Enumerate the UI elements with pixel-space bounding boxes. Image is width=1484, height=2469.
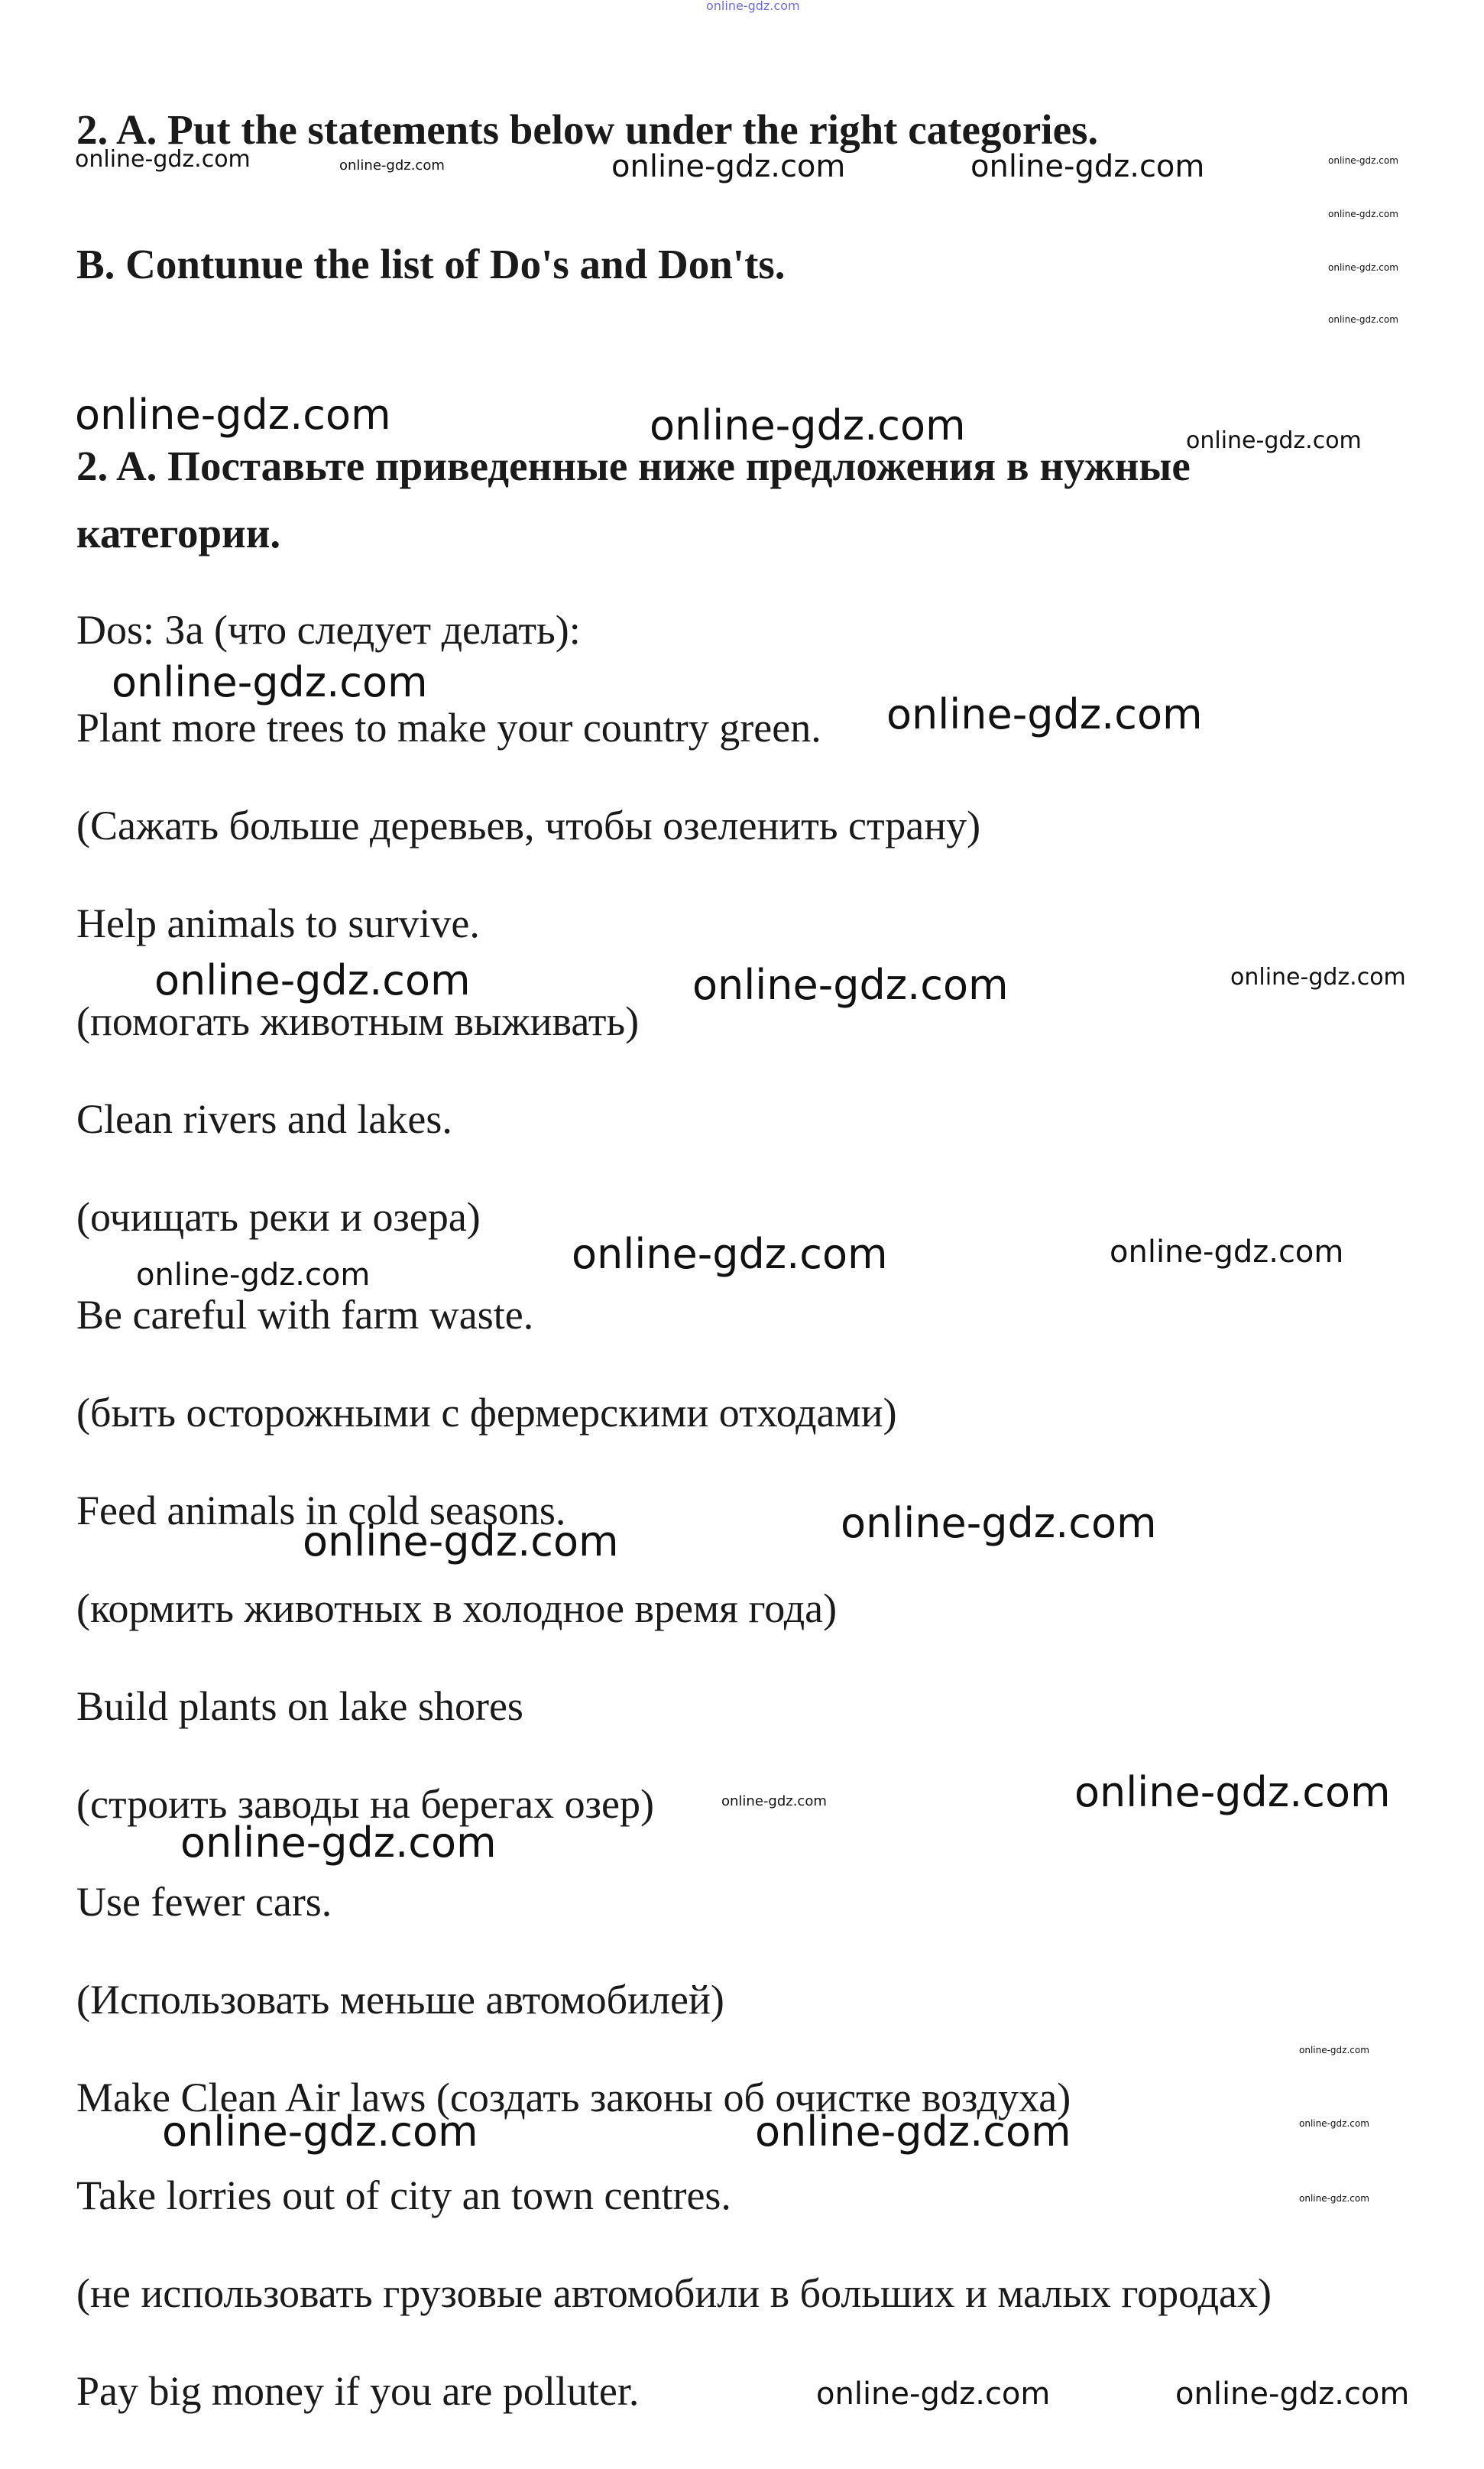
watermark: online-gdz.com (706, 0, 800, 13)
task-a-ru-heading: 2. A. Поставьте приведенные ниже предложения в нужные (76, 443, 1191, 489)
list-item: (помогать животным выживать) (76, 998, 640, 1044)
watermark: online-gdz.com (1074, 1768, 1391, 1816)
list-item: (не использовать грузовые автомобили в больших и малых городах) (76, 2270, 1272, 2316)
watermark: online-gdz.com (180, 1818, 497, 1867)
list-item: Clean rivers and lakes. (76, 1096, 452, 1142)
watermark: online-gdz.com (1175, 2377, 1410, 2412)
watermark: online-gdz.com (1186, 427, 1362, 454)
watermark: online-gdz.com (816, 2377, 1051, 2412)
list-item: Make Clean Air laws (создать законы об очистке воздуха) (76, 2075, 1071, 2120)
watermark: online-gdz.com (75, 146, 251, 173)
watermark: online-gdz.com (721, 1793, 827, 1809)
list-item: Use fewer cars. (76, 1879, 332, 1925)
dos-label: Dos: За (что следует делать): (76, 607, 581, 653)
list-item: (строить заводы на берегах озер) (76, 1781, 654, 1827)
watermark: online-gdz.com (1328, 209, 1398, 219)
list-item: Feed animals in cold seasons. (76, 1488, 566, 1533)
watermark: online-gdz.com (1328, 155, 1398, 166)
watermark: online-gdz.com (136, 1257, 371, 1293)
list-item: Pay big money if you are polluter. (76, 2368, 640, 2414)
watermark: online-gdz.com (154, 956, 471, 1004)
watermark: online-gdz.com (303, 1517, 619, 1565)
watermark: online-gdz.com (75, 391, 391, 439)
list-item: Help animals to survive. (76, 900, 480, 946)
watermark: online-gdz.com (755, 2107, 1071, 2156)
watermark: online-gdz.com (692, 961, 1009, 1009)
list-item: (кормить животных в холодное время года) (76, 1585, 838, 1631)
watermark: online-gdz.com (112, 658, 428, 706)
watermark: online-gdz.com (1110, 1234, 1344, 1270)
watermark: online-gdz.com (162, 2107, 478, 2156)
task-a-ru-heading-cont: категории. (76, 510, 281, 556)
task-b-heading: B. Contunue the list of Do's and Don'ts. (76, 241, 786, 287)
list-item: (быть осторожными с фермерскими отходами) (76, 1390, 897, 1436)
watermark: online-gdz.com (611, 149, 846, 184)
list-item: (Использовать меньше автомобилей) (76, 1977, 724, 2023)
watermark: online-gdz.com (339, 157, 445, 174)
watermark: online-gdz.com (1299, 2193, 1369, 2204)
list-item: Be careful with farm waste. (76, 1292, 534, 1338)
watermark: online-gdz.com (1230, 964, 1406, 991)
list-item: (очищать реки и озера) (76, 1194, 481, 1240)
list-item: Build plants on lake shores (76, 1683, 523, 1729)
watermark: online-gdz.com (1299, 2118, 1369, 2129)
watermark: online-gdz.com (1299, 2045, 1369, 2055)
watermark: online-gdz.com (572, 1230, 888, 1278)
list-item: (Сажать больше деревьев, чтобы озеленить страну) (76, 803, 981, 848)
watermark: online-gdz.com (970, 149, 1205, 184)
watermark: online-gdz.com (1328, 262, 1398, 273)
task-a-heading: 2. A. Put the statements below under the right categories. (76, 106, 1099, 153)
list-item: Take lorries out of city an town centres. (76, 2172, 731, 2218)
watermark: online-gdz.com (650, 401, 966, 449)
watermark: online-gdz.com (841, 1499, 1157, 1547)
watermark: online-gdz.com (1328, 314, 1398, 325)
watermark: online-gdz.com (886, 690, 1203, 738)
list-item: Plant more trees to make your country green. (76, 705, 821, 751)
